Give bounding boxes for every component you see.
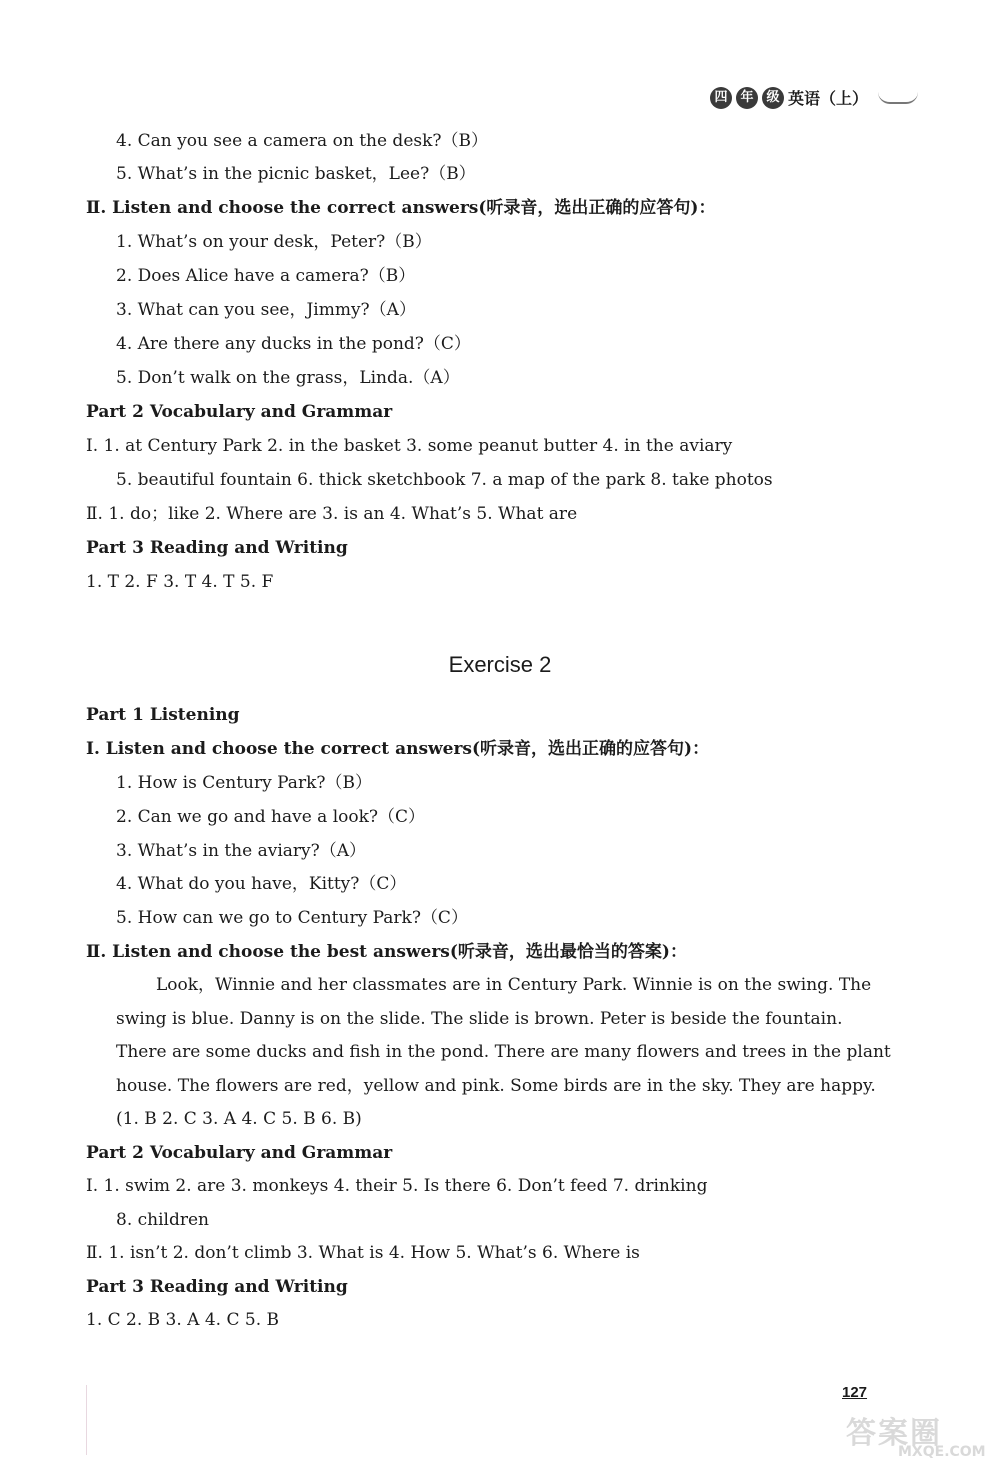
answer-line: 3. What can you see，Jimmy?（A）	[116, 300, 416, 320]
grade-badge-2: 年	[736, 87, 758, 109]
answer-line: 8. children	[116, 1210, 209, 1230]
section-heading: Ⅱ. Listen and choose the correct answers(听录音，选出正确的应答句)：	[86, 198, 716, 218]
page-header	[710, 86, 918, 109]
answer-line: 4. Can you see a camera on the desk?（B）	[116, 131, 489, 151]
passage-line: There are some ducks and fish in the pond. There are many flowers and trees in the plant	[116, 1042, 891, 1062]
part-heading: Part 3 Reading and Writing	[86, 538, 348, 558]
answer-line: 2. Can we go and have a look?（C）	[116, 807, 426, 827]
passage-line: swing is blue. Danny is on the slide. The slide is brown. Peter is beside the fountain.	[116, 1009, 843, 1029]
answer-line: 3. What’s in the aviary?（A）	[116, 841, 367, 861]
decor-swoosh-icon	[878, 92, 918, 104]
answer-line: 5. How can we go to Century Park?（C）	[116, 908, 468, 928]
answer-line: 4. What do you have，Kitty?（C）	[116, 874, 407, 894]
part-heading: Part 2 Vocabulary and Grammar	[86, 402, 393, 422]
section-heading: Ⅱ. Listen and choose the best answers(听录音，选出最恰当的答案)：	[86, 942, 687, 962]
answer-line: 5. Don’t walk on the grass，Linda.（A）	[116, 368, 460, 388]
binding-edge-line	[86, 1385, 87, 1455]
answer-line: 4. Are there any ducks in the pond?（C）	[116, 334, 471, 354]
grade-badge-3: 级	[762, 87, 784, 109]
subject-title: 英语（上）	[787, 89, 868, 108]
answer-line: Ⅰ. 1. swim 2. are 3. monkeys 4. their 5. Is there 6. Don’t feed 7. drinking	[86, 1176, 708, 1196]
passage-line: Look，Winnie and her classmates are in Century Park. Winnie is on the swing. The	[156, 975, 872, 995]
answer-line: Ⅰ. 1. at Century Park 2. in the basket 3. some peanut butter 4. in the aviary	[86, 436, 733, 456]
passage-line: house. The flowers are red，yellow and pink. Some birds are in the sky. They are happy.	[116, 1076, 876, 1096]
part-heading: Part 2 Vocabulary and Grammar	[86, 1143, 393, 1163]
part-heading: Part 3 Reading and Writing	[86, 1277, 348, 1297]
section-heading: Ⅰ. Listen and choose the correct answers(听录音，选出正确的应答句)：	[86, 739, 710, 759]
answer-line: 1. How is Century Park?（B）	[116, 773, 372, 793]
watermark-logo: 答案圈	[846, 1416, 942, 1451]
watermark-url: MXQE.COM	[898, 1444, 986, 1460]
answer-line: 1. T 2. F 3. T 4. T 5. F	[86, 572, 274, 592]
answer-line: (1. B 2. C 3. A 4. C 5. B 6. B)	[116, 1109, 362, 1129]
answer-line: 5. beautiful fountain 6. thick sketchbook 7. a map of the park 8. take photos	[116, 470, 773, 490]
answer-line: 2. Does Alice have a camera?（B）	[116, 266, 416, 286]
page-number: 127	[842, 1384, 868, 1401]
answer-line: 1. What’s on your desk，Peter?（B）	[116, 232, 432, 252]
exercise-title: Exercise 2	[448, 652, 552, 677]
grade-badge-1: 四	[710, 87, 732, 109]
part-heading: Part 1 Listening	[86, 705, 240, 725]
answer-line: 5. What’s in the picnic basket，Lee?（B）	[116, 164, 476, 184]
answer-line: Ⅱ. 1. do；like 2. Where are 3. is an 4. What’s 5. What are	[86, 504, 578, 524]
answer-line: Ⅱ. 1. isn’t 2. don’t climb 3. What is 4. How 5. What’s 6. Where is	[86, 1243, 640, 1263]
answer-line: 1. C 2. B 3. A 4. C 5. B	[86, 1310, 280, 1330]
